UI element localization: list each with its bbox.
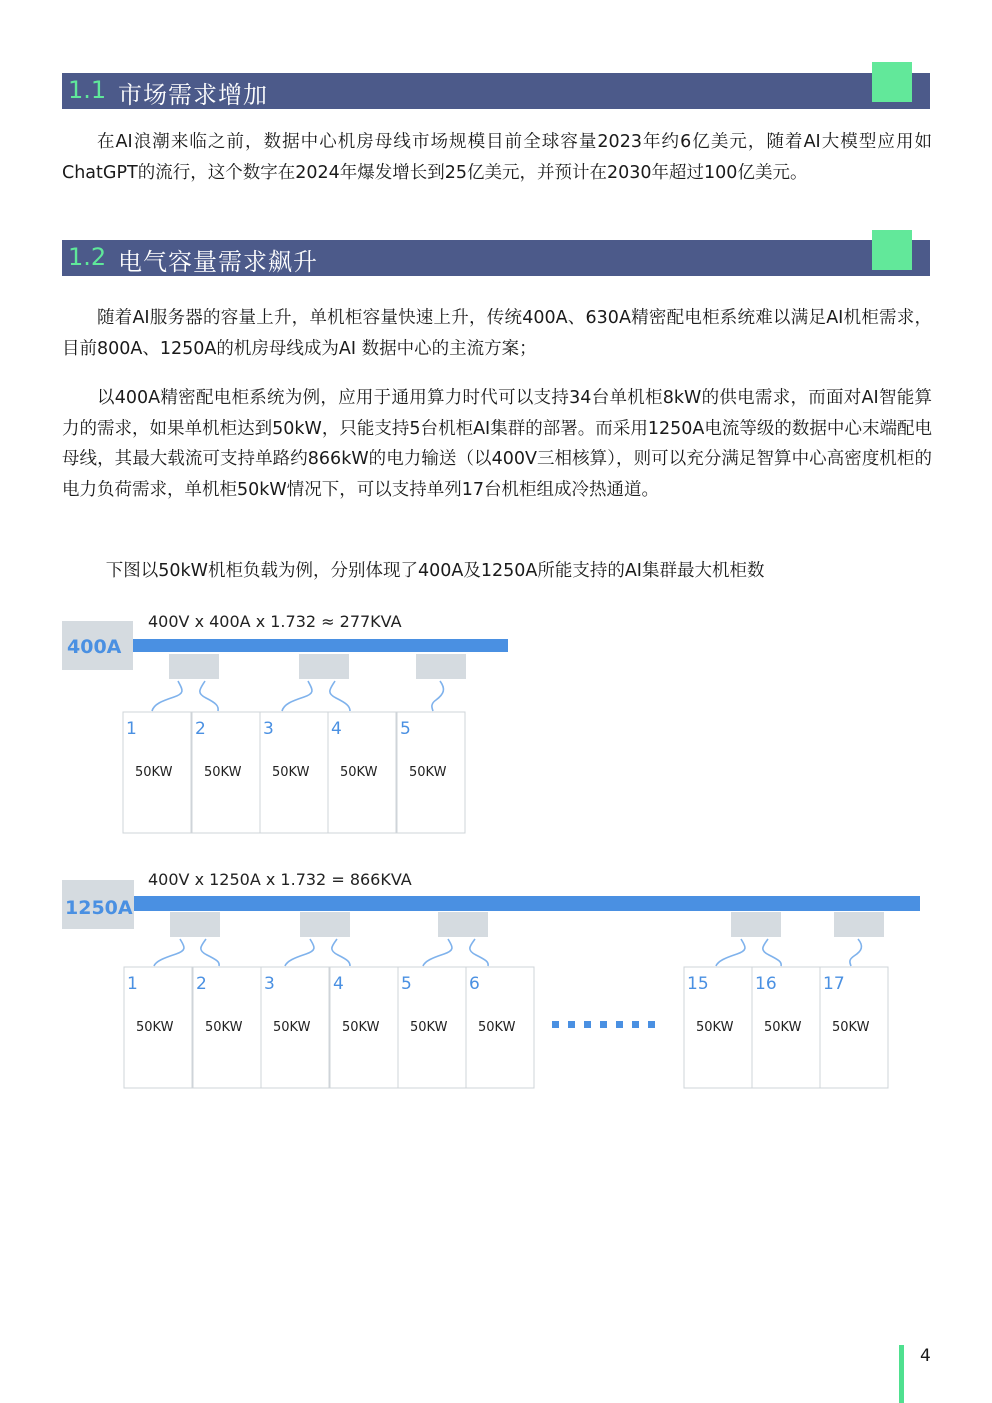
cabinet-load: 50KW (696, 1020, 734, 1035)
paragraph-diagram-intro: 下图以50kW机柜负载为例，分别体现了400A及1250A所能支持的AI集群最大机柜数 (105, 561, 765, 581)
section-title: 市场需求增加 (118, 81, 268, 109)
cabinet-load: 50KW (135, 765, 173, 780)
cable (154, 939, 184, 966)
cable-group (152, 681, 443, 711)
cabinet-load: 50KW (832, 1020, 870, 1035)
cabinet-number: 5 (401, 974, 412, 994)
cabinet (820, 967, 888, 1088)
cabinet-number: 2 (196, 974, 207, 994)
paragraph-400a-example: 以400A精密配电柜系统为例，应用于通用算力时代可以支持34台单机柜8kW的供电需求，而面对AI智能算力的需求，如果单机柜达到50kW，只能支持5台机柜AI集群的部署。而采用1250A电流等级的数据中心末端配电母线，其最大载流可支持单路约866kW的电力输送（以400V三相核算），则可以充分满足智算中心高密度机柜的电力负荷需求，单机柜50kW情况下，可以支持单列17台机柜组成冷热通道。 (62, 388, 932, 500)
tap-off-box (834, 912, 884, 937)
cabinet-load: 50KW (205, 1020, 243, 1035)
cabinet-load: 50KW (204, 765, 242, 780)
diagram-1250a (62, 870, 920, 1088)
cable (330, 681, 350, 711)
cable (763, 939, 781, 966)
cabinet-load: 50KW (272, 765, 310, 780)
cabinet-load: 50KW (410, 1020, 448, 1035)
dot (568, 1021, 575, 1028)
cable (200, 681, 218, 711)
cabinet-number: 15 (687, 974, 709, 994)
busbar (134, 896, 920, 911)
cabinet (684, 967, 752, 1088)
cabinet-load: 50KW (764, 1020, 802, 1035)
cable (282, 681, 312, 711)
tap-off-box (300, 912, 350, 937)
section-number: 1.2 (68, 243, 107, 271)
cabinet-load: 50KW (273, 1020, 311, 1035)
busbar (133, 639, 508, 652)
dot (600, 1021, 607, 1028)
cabinet-load: 50KW (136, 1020, 174, 1035)
cabinet (330, 967, 398, 1088)
cable (716, 939, 745, 966)
tap-off-box (731, 912, 781, 937)
cabinet-number: 3 (264, 974, 275, 994)
dot (584, 1021, 591, 1028)
cabinet-load: 50KW (340, 765, 378, 780)
cabinet-number: 1 (127, 974, 138, 994)
cabinet (466, 967, 534, 1088)
tap-off-box (170, 912, 220, 937)
paragraph-market: 在AI浪潮来临之前，数据中心机房母线市场规模目前全球容量2023年约6亿美元，随着AI大模型应用如ChatGPT的流行，这个数字在2024年爆发增长到25亿美元，并预计在2030年超过100亿美元。 (62, 132, 932, 183)
cable (470, 939, 488, 966)
amp-label: 1250A (65, 897, 133, 919)
cabinet (752, 967, 820, 1088)
cabinet-number: 5 (400, 719, 411, 739)
cabinet (193, 967, 261, 1088)
cable (850, 939, 862, 966)
tap-off-box (416, 654, 466, 679)
cabinet-number: 6 (469, 974, 480, 994)
cabinet (261, 967, 329, 1088)
cabinet (398, 967, 466, 1088)
cable-group (154, 939, 861, 966)
tap-off-box (169, 654, 219, 679)
cable (201, 939, 219, 966)
page-number-bar (899, 1345, 904, 1403)
amp-label: 400A (67, 636, 122, 658)
cabinet (328, 712, 396, 833)
cabinet-number: 3 (263, 719, 274, 739)
paragraph-capacity: 随着AI服务器的容量上升，单机柜容量快速上升，传统400A、630A精密配电柜系统难以满足AI机柜需求，目前800A、1250A的机房母线成为AI 数据中心的主流方案； (62, 308, 932, 359)
ellipsis-dots (552, 1021, 655, 1028)
cable (332, 939, 350, 966)
cable (432, 681, 444, 711)
cabinet-number: 16 (755, 974, 777, 994)
cable (152, 681, 182, 711)
cabinet-number: 4 (333, 974, 344, 994)
cabinet-number: 17 (823, 974, 845, 994)
dot (632, 1021, 639, 1028)
cabinet (124, 967, 192, 1088)
cabinet-load: 50KW (409, 765, 447, 780)
capacity-formula: 400V x 400A x 1.732 ≈ 277KVA (148, 612, 402, 631)
cabinet-load: 50KW (478, 1020, 516, 1035)
cable (423, 939, 452, 966)
cable (285, 939, 314, 966)
cabinet (260, 712, 328, 833)
capacity-formula: 400V x 1250A x 1.732 = 866KVA (148, 870, 412, 889)
tap-off-box (299, 654, 349, 679)
cabinet-number: 2 (195, 719, 206, 739)
section-number: 1.1 (68, 76, 107, 104)
cabinet (123, 712, 191, 833)
dot (648, 1021, 655, 1028)
diagram-400a (62, 612, 508, 833)
section-title: 电气容量需求飙升 (118, 248, 318, 276)
cabinet-number: 1 (126, 719, 137, 739)
cabinet-load: 50KW (342, 1020, 380, 1035)
cabinet-number: 4 (331, 719, 342, 739)
cabinet (397, 712, 465, 833)
cabinet (192, 712, 260, 833)
page-number: 4 (920, 1346, 931, 1366)
dot (616, 1021, 623, 1028)
tap-off-box (438, 912, 488, 937)
dot (552, 1021, 559, 1028)
